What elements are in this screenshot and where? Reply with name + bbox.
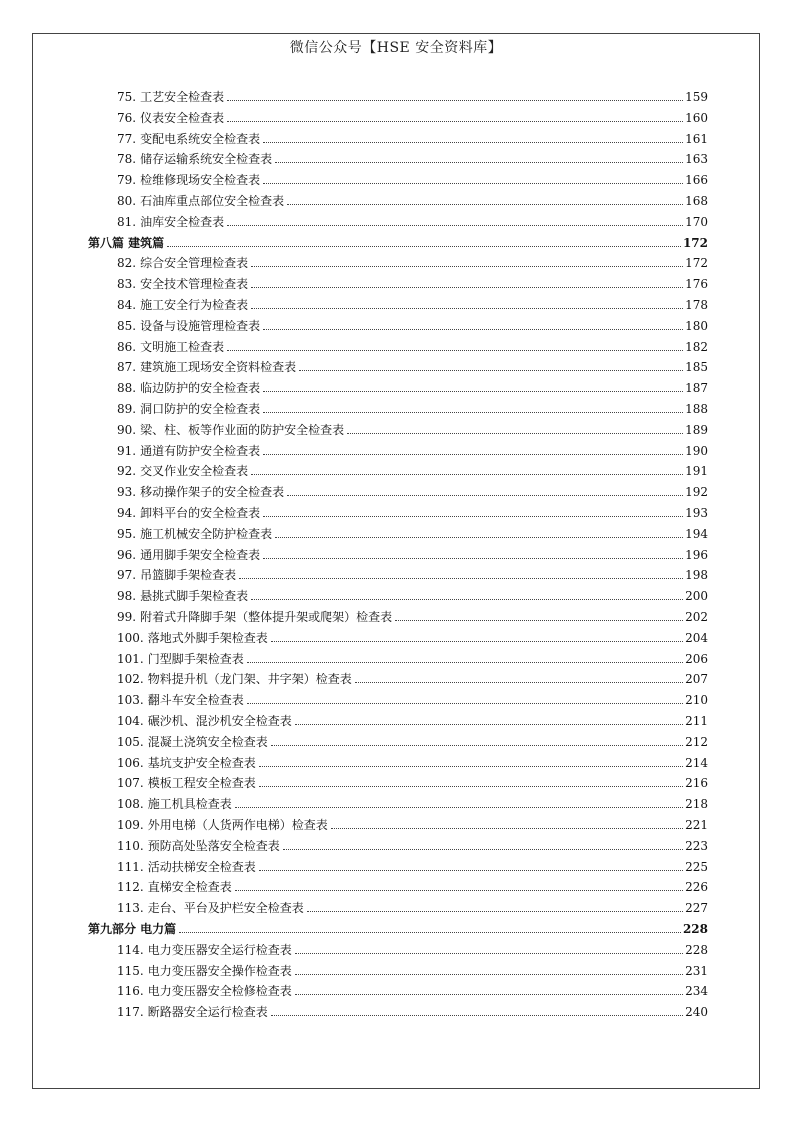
toc-page-number: 194: [685, 526, 708, 541]
toc-page-number: 191: [685, 464, 708, 479]
toc-entry-title: 移动操作架子的安全检查表: [140, 485, 285, 500]
dot-leader: [235, 806, 683, 808]
dot-leader: [271, 1014, 683, 1016]
toc-entry[interactable]: [117, 461, 708, 481]
dot-leader: [263, 453, 683, 455]
dot-leader: [355, 681, 683, 683]
toc-entry[interactable]: [117, 1002, 708, 1022]
toc-entry-title: 外用电梯（人货两作电梯）检查表: [147, 818, 328, 832]
toc-entry[interactable]: [117, 420, 708, 440]
toc-entry-number: 113.: [117, 901, 144, 916]
toc-entry-title: 物料提升机（龙门架、井字架）检查表: [147, 672, 352, 687]
dot-leader: [251, 307, 683, 309]
dot-leader: [247, 702, 683, 704]
toc-entry[interactable]: [117, 274, 708, 294]
toc-entry-number: 111.: [117, 859, 144, 874]
toc-page-number: 216: [685, 776, 708, 791]
toc-entry-number: 80.: [117, 194, 137, 208]
toc-entry-number: 100.: [117, 630, 144, 645]
toc-entry-number: 109.: [117, 818, 144, 832]
dot-leader: [295, 973, 683, 975]
toc-entry-title: 电力变压器安全操作检查表: [147, 963, 292, 978]
toc-entry-title: 直梯安全检查表: [147, 880, 232, 895]
toc-entry-number: 114.: [117, 942, 144, 957]
toc-entry-number: 88.: [117, 381, 137, 396]
toc-page-number: 214: [685, 755, 708, 770]
toc-entry-number: 116.: [117, 984, 144, 999]
toc-entry-number: 94.: [117, 506, 137, 520]
toc-entry-number: 78.: [117, 152, 137, 167]
toc-page-number: 226: [685, 880, 708, 895]
toc-entry-title: 吊篮脚手架检查表: [140, 568, 237, 583]
toc-entry-number: 96.: [117, 547, 137, 562]
toc-page-number: 159: [685, 90, 708, 104]
toc-entry[interactable]: [117, 545, 708, 565]
toc-entry[interactable]: [117, 628, 708, 648]
toc-entry[interactable]: [117, 898, 708, 918]
dot-leader: [263, 328, 683, 330]
toc-entry-number: 87.: [117, 360, 137, 375]
toc-entry-title: 检维修现场安全检查表: [140, 173, 261, 188]
toc-entry-number: 91.: [117, 443, 137, 458]
toc-entry-number: 98.: [117, 589, 137, 604]
toc-entry-number: 82.: [117, 256, 137, 271]
toc-entry[interactable]: [117, 170, 708, 190]
toc-entry[interactable]: [117, 836, 708, 856]
toc-page-number: 211: [685, 714, 708, 728]
toc-entry-title: 交叉作业安全检查表: [140, 464, 249, 479]
toc-entry[interactable]: [117, 753, 708, 773]
dot-leader: [227, 120, 683, 122]
dot-leader: [259, 765, 683, 767]
toc-entry-title: 储存运输系统安全检查表: [140, 152, 273, 167]
toc-page-number: 206: [685, 651, 708, 666]
toc-entry-number: 83.: [117, 277, 137, 292]
toc-entry[interactable]: [117, 295, 708, 315]
toc-entry-title: 石油库重点部位安全检查表: [140, 194, 285, 208]
toc-page-number: 163: [685, 152, 708, 167]
toc-entry[interactable]: [117, 357, 708, 377]
toc-entry-title: 施工安全行为检查表: [140, 298, 249, 312]
toc-page-number: 189: [685, 422, 708, 437]
dot-leader: [283, 848, 683, 850]
toc-entry-title: 工艺安全检查表: [140, 90, 225, 104]
toc-entry-title: 断路器安全运行检查表: [147, 1005, 268, 1020]
toc-entry[interactable]: [117, 337, 708, 357]
toc-entry-number: 105.: [117, 734, 144, 749]
toc-entry-number: 81.: [117, 214, 137, 229]
dot-leader: [307, 910, 683, 912]
toc-page-number: 192: [685, 485, 708, 500]
toc-entry-number: 95.: [117, 526, 137, 541]
toc-entry-number: 110.: [117, 838, 144, 853]
toc-page-number: 210: [685, 693, 708, 708]
toc-entry[interactable]: [117, 253, 708, 273]
toc-page-number: 202: [685, 610, 708, 624]
toc-entry-number: 84.: [117, 298, 137, 312]
toc-section-heading[interactable]: [88, 233, 708, 253]
toc-entry-title: 综合安全管理检查表: [140, 256, 249, 271]
dot-leader: [347, 432, 683, 434]
toc-page-number: 204: [685, 630, 708, 645]
toc-entry[interactable]: [117, 961, 708, 981]
toc-entry-number: 102.: [117, 672, 144, 687]
toc-page-number: 228: [685, 942, 708, 957]
toc-entry-number: 106.: [117, 755, 144, 770]
toc-entry-number: 93.: [117, 485, 137, 500]
toc-entry-number: 76.: [117, 110, 137, 125]
dot-leader: [271, 640, 683, 642]
toc-entry-title: 电力变压器安全检修检查表: [147, 984, 292, 999]
dot-leader: [263, 182, 683, 184]
dot-leader: [263, 411, 683, 413]
toc-entry[interactable]: [117, 607, 708, 627]
dot-leader: [263, 390, 683, 392]
toc-page-number: 198: [685, 568, 708, 583]
dot-leader: [331, 827, 683, 829]
toc-page-number: 218: [685, 797, 708, 812]
toc-entry[interactable]: [117, 690, 708, 710]
toc-entry-number: 77.: [117, 131, 137, 146]
toc-entry[interactable]: [117, 524, 708, 544]
toc-entry-title: 施工机械安全防护检查表: [140, 526, 273, 541]
toc-entry[interactable]: [117, 378, 708, 398]
toc-entry[interactable]: [117, 316, 708, 336]
toc-entry-title: 翻斗车安全检查表: [147, 693, 244, 708]
toc-entry-title: 第八篇 建筑篇: [88, 235, 165, 250]
toc-page-number: 228: [682, 922, 708, 936]
toc-entry-title: 悬挑式脚手架检查表: [140, 589, 249, 604]
toc-entry-title: 走台、平台及护栏安全检查表: [147, 901, 304, 916]
dot-leader: [271, 744, 683, 746]
toc-page-number: 188: [685, 402, 708, 416]
toc-entry-number: 79.: [117, 173, 137, 188]
dot-leader: [295, 993, 683, 995]
toc-entry[interactable]: [117, 649, 708, 669]
toc-page-number: 170: [685, 214, 708, 229]
toc-page-number: 196: [685, 547, 708, 562]
toc-entry[interactable]: [117, 441, 708, 461]
toc-entry[interactable]: [117, 794, 708, 814]
toc-entry-title: 第九部分 电力篇: [88, 922, 177, 936]
dot-leader: [275, 161, 683, 163]
toc-entry-number: 117.: [117, 1005, 144, 1020]
dot-leader: [251, 265, 683, 267]
toc-page-number: 193: [685, 506, 708, 520]
toc-entry-title: 通道有防护安全检查表: [140, 443, 261, 458]
dot-leader: [227, 99, 683, 101]
toc-entry[interactable]: [117, 732, 708, 752]
toc-entry-title: 梁、柱、板等作业面的防护安全检查表: [140, 422, 345, 437]
toc-entry-title: 碾沙机、混沙机安全检查表: [147, 714, 292, 728]
toc-page-number: 200: [685, 589, 708, 604]
toc-entry-title: 临边防护的安全检查表: [140, 381, 261, 396]
toc-entry[interactable]: [117, 773, 708, 793]
toc-entry[interactable]: [117, 981, 708, 1001]
dot-leader: [247, 661, 683, 663]
dot-leader: [263, 141, 683, 143]
toc-page-number: 225: [685, 859, 708, 874]
toc-entry-number: 97.: [117, 568, 137, 583]
toc-page-number: 227: [685, 901, 708, 916]
dot-leader: [227, 224, 683, 226]
toc-entry-title: 模板工程安全检查表: [147, 776, 256, 791]
toc-entry-number: 104.: [117, 714, 144, 728]
dot-leader: [275, 536, 683, 538]
dot-leader: [167, 245, 681, 247]
toc-page-number: 182: [685, 339, 708, 354]
toc-entry-title: 通用脚手架安全检查表: [140, 547, 261, 562]
toc-entry[interactable]: [117, 87, 708, 107]
dot-leader: [295, 952, 683, 954]
toc-entry-number: 85.: [117, 318, 137, 333]
toc-entry[interactable]: [117, 565, 708, 585]
toc-entry-title: 电力变压器安全运行检查表: [147, 942, 292, 957]
page-header: 微信公众号【HSE 安全资料库】: [289, 40, 503, 56]
dot-leader: [251, 473, 683, 475]
toc-entry[interactable]: [117, 399, 708, 419]
toc-entry-title: 基坑支护安全检查表: [147, 755, 256, 770]
toc-entry-title: 建筑施工现场安全资料检查表: [140, 360, 297, 375]
toc-entry[interactable]: [117, 586, 708, 606]
toc-page-number: 231: [685, 963, 708, 978]
toc-entry-number: 112.: [117, 880, 144, 895]
dot-leader: [299, 369, 683, 371]
toc-entry-number: 75.: [117, 90, 137, 104]
toc-entry-number: 101.: [117, 651, 144, 666]
toc-entry-title: 文明施工检查表: [140, 339, 225, 354]
toc-entry-title: 活动扶梯安全检查表: [147, 859, 256, 874]
dot-leader: [259, 869, 683, 871]
toc-entry[interactable]: [117, 669, 708, 689]
toc-page-number: 223: [685, 838, 708, 853]
toc-entry-number: 92.: [117, 464, 137, 479]
toc-page-number: 185: [685, 360, 708, 375]
toc-page-number: 221: [685, 818, 708, 832]
toc-entry-title: 安全技术管理检查表: [140, 277, 249, 292]
dot-leader: [227, 349, 683, 351]
toc-entry-number: 107.: [117, 776, 144, 791]
toc-entry-number: 103.: [117, 693, 144, 708]
toc-page-number: 190: [685, 443, 708, 458]
toc-entry-number: 115.: [117, 963, 144, 978]
dot-leader: [235, 889, 683, 891]
toc-page-number: 180: [685, 318, 708, 333]
toc-page-number: 240: [685, 1005, 708, 1020]
toc-entry[interactable]: [117, 815, 708, 835]
dot-leader: [239, 577, 683, 579]
toc-entry-title: 预防高处坠落安全检查表: [147, 838, 280, 853]
toc-entry[interactable]: [117, 108, 708, 128]
toc-entry-title: 卸料平台的安全检查表: [140, 506, 261, 520]
dot-leader: [263, 557, 683, 559]
toc-entry-title: 混凝土浇筑安全检查表: [147, 734, 268, 749]
toc-entry[interactable]: [117, 940, 708, 960]
toc-page-number: 212: [685, 734, 708, 749]
toc-entry[interactable]: [117, 149, 708, 169]
toc-entry-number: 99.: [117, 610, 137, 624]
dot-leader: [287, 494, 683, 496]
toc-entry-title: 施工机具检查表: [147, 797, 232, 812]
dot-leader: [259, 785, 683, 787]
toc-entry-title: 门型脚手架检查表: [147, 651, 244, 666]
toc-entry-number: 90.: [117, 422, 137, 437]
toc-entry[interactable]: [117, 877, 708, 897]
toc-page-number: 168: [685, 194, 708, 208]
toc-entry-number: 108.: [117, 797, 144, 812]
dot-leader: [179, 931, 681, 933]
toc-page-number: 187: [685, 381, 708, 396]
dot-leader: [251, 286, 683, 288]
toc-entry[interactable]: [117, 129, 708, 149]
toc-page-number: 178: [685, 298, 708, 312]
toc-entry-number: 89.: [117, 402, 137, 416]
toc-page-number: 172: [682, 235, 708, 250]
dot-leader: [395, 619, 683, 621]
toc-entry-number: 86.: [117, 339, 137, 354]
toc-entry[interactable]: [117, 503, 708, 523]
toc-entry-title: 变配电系统安全检查表: [140, 131, 261, 146]
toc-entry-title: 附着式升降脚手架（整体提升架或爬架）检查表: [140, 610, 393, 624]
toc-entry[interactable]: [117, 711, 708, 731]
toc-entry[interactable]: [117, 482, 708, 502]
dot-leader: [251, 598, 683, 600]
toc-page-number: 166: [685, 173, 708, 188]
toc-entry-title: 落地式外脚手架检查表: [147, 630, 268, 645]
toc-page-number: 172: [685, 256, 708, 271]
toc-entry-title: 仪表安全检查表: [140, 110, 225, 125]
toc-entry-title: 设备与设施管理检查表: [140, 318, 261, 333]
toc-page-number: 161: [685, 131, 708, 146]
toc-page-number: 234: [685, 984, 708, 999]
toc-section-heading[interactable]: [88, 919, 708, 939]
toc-entry-title: 洞口防护的安全检查表: [140, 402, 261, 416]
toc-entry-title: 油库安全检查表: [140, 214, 225, 229]
toc-entry[interactable]: [117, 857, 708, 877]
toc-page-number: 207: [685, 672, 708, 687]
toc-page-number: 160: [685, 110, 708, 125]
dot-leader: [295, 723, 683, 725]
toc-page-number: 176: [685, 277, 708, 292]
toc-entry[interactable]: [117, 212, 708, 232]
toc-entry[interactable]: [117, 191, 708, 211]
dot-leader: [263, 515, 683, 517]
dot-leader: [287, 203, 683, 205]
